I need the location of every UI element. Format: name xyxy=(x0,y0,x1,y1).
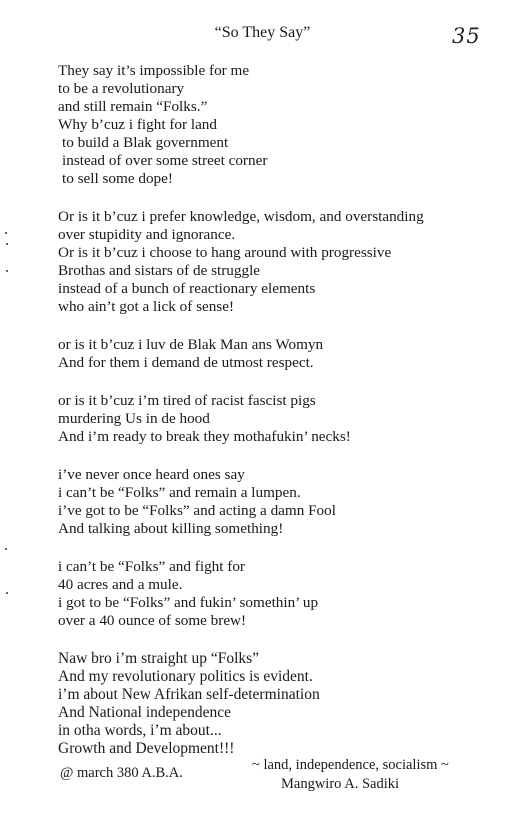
stanza-6 xyxy=(58,558,498,630)
poem-line: i can’t be “Folks” and remain a lumpen. xyxy=(58,484,301,501)
poem-line: to sell some dope! xyxy=(62,170,173,187)
poem-line: i’m about New Afrikan self-determination xyxy=(58,686,320,703)
poem-line: instead of over some street corner xyxy=(62,152,268,169)
poem-line: to be a revolutionary xyxy=(58,80,185,97)
poem-line: Why b’cuz i fight for land xyxy=(58,116,217,133)
poem-line: And for them i demand de utmost respect. xyxy=(58,354,314,371)
poem-line: or is it b’cuz i luv de Blak Man ans Womyn xyxy=(58,336,324,353)
poem-line: And National independence xyxy=(58,704,232,721)
poem-line: Or is it b’cuz i choose to hang around with progressive xyxy=(58,244,392,261)
stanza-1 xyxy=(58,62,498,188)
poem-line: i’ve never once heard ones say xyxy=(58,466,245,483)
scan-speck xyxy=(5,232,7,234)
poem-line: And talking about killing something! xyxy=(58,520,284,537)
poem-line: i can’t be “Folks” and fight for xyxy=(58,558,245,575)
poem-line: who ain’t got a lick of sense! xyxy=(58,298,235,315)
poem-line: And i’m ready to break they mothafukin’ necks! xyxy=(58,428,351,445)
poem-line: Or is it b’cuz i prefer knowledge, wisdom, and overstanding xyxy=(58,208,424,225)
stanza-2 xyxy=(58,208,498,316)
poem-line: i got to be “Folks” and fukin’ somethin’ up xyxy=(58,594,319,611)
motto: ~ land, independence, socialism ~ xyxy=(252,757,449,773)
poem-line: or is it b’cuz i’m tired of racist fascist pigs xyxy=(58,392,316,409)
poem-line: They say it’s impossible for me xyxy=(58,62,250,79)
poem-line: And my revolutionary politics is evident. xyxy=(58,668,313,685)
poem-line: in otha words, i’m about... xyxy=(58,722,222,739)
stanza-3 xyxy=(58,336,498,372)
page-number: 35 xyxy=(452,24,481,48)
poem-line: over a 40 ounce of some brew! xyxy=(58,612,247,629)
stanza-5 xyxy=(58,466,498,538)
poem-body xyxy=(58,62,498,778)
poem-line: over stupidity and ignorance. xyxy=(58,226,236,243)
scan-speck xyxy=(6,243,8,245)
scan-speck xyxy=(6,270,8,272)
poem-line: instead of a bunch of reactionary elements xyxy=(58,280,316,297)
scan-speck xyxy=(6,592,8,594)
poem-line: i’ve got to be “Folks” and acting a damn Fool xyxy=(58,502,336,519)
poem-line: and still remain “Folks.” xyxy=(58,98,208,115)
poem-line: Growth and Development!!! xyxy=(58,740,235,757)
poem-line: murdering Us in de hood xyxy=(58,410,210,427)
scan-speck xyxy=(5,548,7,550)
poem-line: Brothas and sistars of de struggle xyxy=(58,262,261,279)
date-signature: @ march 380 A.B.A. xyxy=(60,765,183,781)
poem-title: “So They Say” xyxy=(214,24,311,41)
stanza-4 xyxy=(58,392,498,446)
poem-line: Naw bro i’m straight up “Folks” xyxy=(58,650,260,667)
stanza-7 xyxy=(58,650,498,758)
author-name: Mangwiro A. Sadiki xyxy=(281,776,400,792)
poem-line: to build a Blak government xyxy=(62,134,229,151)
poem-line: 40 acres and a mule. xyxy=(58,576,183,593)
